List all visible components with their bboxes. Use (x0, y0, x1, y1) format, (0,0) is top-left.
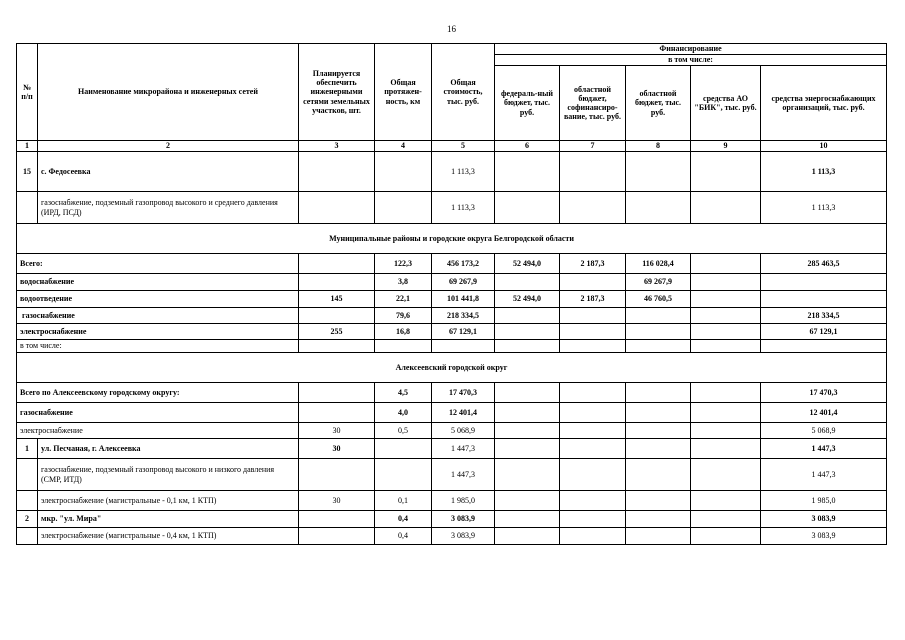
col-number: 2 (38, 141, 299, 152)
cell-name: водоотведение (17, 291, 299, 308)
cell-total: 1 447,3 (432, 459, 495, 491)
header-energy: средства энергоснабжающих организаций, тыс. руб. (761, 66, 887, 141)
table-row (17, 152, 887, 192)
cell-plots: 30 (299, 439, 375, 459)
cell-length: 3,8 (375, 274, 432, 291)
table-row (17, 274, 887, 291)
cell-name: газоснабжение, подземный газопровод высокого и низкого давления (СМР, ИТД) (38, 459, 299, 491)
cell-length: 16,8 (375, 324, 432, 340)
cell-total: 1 447,3 (432, 439, 495, 459)
cell-total: 1 985,0 (432, 491, 495, 511)
header-bik: средства АО "БИК", тыс. руб. (691, 66, 761, 141)
cell-energy: 3 083,9 (761, 511, 887, 528)
cell-total: 67 129,1 (432, 324, 495, 340)
col-number: 8 (626, 141, 691, 152)
cell-length (375, 152, 432, 192)
header-regional-cofin: областной бюджет, софинансиро-вание, тыс. руб. (560, 66, 626, 141)
header-plots: Планируется обеспечить инженерными сетями земельных участков, шт. (299, 44, 375, 141)
cell-name: электроснабжение (магистральные - 0,1 км, 1 КТП) (38, 491, 299, 511)
cell-no: 1 (17, 439, 38, 459)
cell-total: 5 068,9 (432, 423, 495, 439)
cell-length: 4,5 (375, 383, 432, 403)
cell-energy: 1 447,3 (761, 439, 887, 459)
table-row (17, 324, 887, 340)
cell-plots (299, 528, 375, 545)
cell-energy: 1 113,3 (761, 152, 887, 192)
cell-regional: 69 267,9 (626, 274, 691, 291)
cell-energy: 1 447,3 (761, 459, 887, 491)
cell-plots (299, 403, 375, 423)
col-number: 6 (495, 141, 560, 152)
cell-plots (299, 383, 375, 403)
cell-plots (299, 274, 375, 291)
cell-name: электроснабжение (магистральные - 0,4 км, 1 КТП) (38, 528, 299, 545)
cell-no (17, 192, 38, 224)
section-title: Алексеевский городской округ (17, 353, 887, 383)
cell-total: 69 267,9 (432, 274, 495, 291)
cell-cofin (560, 192, 626, 224)
cell-no: 15 (17, 152, 38, 192)
cell-cofin (560, 324, 626, 340)
cell-energy: 218 334,5 (761, 308, 887, 324)
cell-name: Всего: (17, 254, 299, 274)
cell-plots: 255 (299, 324, 375, 340)
cell-total: 1 113,3 (432, 192, 495, 224)
cell-energy (761, 291, 887, 308)
cell-bik (691, 192, 761, 224)
cell-length: 4,0 (375, 403, 432, 423)
cell-total: 3 083,9 (432, 528, 495, 545)
table-row (17, 491, 887, 511)
financing-table (16, 43, 887, 545)
cell-federal (495, 152, 560, 192)
cell-regional (626, 308, 691, 324)
table-row (17, 340, 887, 353)
cell-plots (299, 459, 375, 491)
cell-name: водоснабжение (17, 274, 299, 291)
cell-cofin: 2 187,3 (560, 254, 626, 274)
table-row (17, 192, 887, 224)
cell-name: мкр. "ул. Мира" (38, 511, 299, 528)
cell-length: 0,4 (375, 528, 432, 545)
cell-name: газоснабжение (17, 403, 299, 423)
cell-length: 0,4 (375, 511, 432, 528)
table-row (17, 308, 887, 324)
section-heading-row (17, 224, 887, 254)
cell-regional (626, 192, 691, 224)
cell-plots (299, 254, 375, 274)
cell-total: 101 441,8 (432, 291, 495, 308)
table-row (17, 383, 887, 403)
cell-length: 0,5 (375, 423, 432, 439)
table-row (17, 528, 887, 545)
col-number: 5 (432, 141, 495, 152)
cell-cofin (560, 274, 626, 291)
cell-plots (299, 308, 375, 324)
table-row (17, 511, 887, 528)
cell-bik (691, 291, 761, 308)
cell-name: Всего по Алексеевскому городскому округу: (17, 383, 299, 403)
col-number: 3 (299, 141, 375, 152)
section-title: Муниципальные районы и городские округа Белгородской области (17, 224, 887, 254)
cell-length: 122,3 (375, 254, 432, 274)
cell-plots (299, 152, 375, 192)
table-row (17, 423, 887, 439)
cell-cofin (560, 152, 626, 192)
cell-federal: 52 494,0 (495, 291, 560, 308)
cell-length (375, 439, 432, 459)
cell-federal (495, 192, 560, 224)
cell-length: 22,1 (375, 291, 432, 308)
cell-bik (691, 274, 761, 291)
header-no: № п/п (17, 44, 38, 141)
header-financing: Финансирование (495, 44, 887, 55)
cell-total: 1 113,3 (432, 152, 495, 192)
section-heading-row (17, 353, 887, 383)
table-row (17, 439, 887, 459)
cell-energy: 5 068,9 (761, 423, 887, 439)
header-name: Наименование микрорайона и инженерных сетей (38, 44, 299, 141)
cell-bik (691, 308, 761, 324)
table-row (17, 403, 887, 423)
col-number: 7 (560, 141, 626, 152)
cell-energy: 1 985,0 (761, 491, 887, 511)
header-including: в том числе: (495, 55, 887, 66)
cell-length: 79,6 (375, 308, 432, 324)
cell-length (375, 192, 432, 224)
cell-energy (761, 274, 887, 291)
header-federal: федераль-ный бюджет, тыс. руб. (495, 66, 560, 141)
page-number: 16 (447, 24, 456, 34)
cell-total: 3 083,9 (432, 511, 495, 528)
header-total-cost: Общая стоимость, тыс. руб. (432, 44, 495, 141)
cell-federal (495, 308, 560, 324)
cell-regional: 46 760,5 (626, 291, 691, 308)
cell-federal (495, 274, 560, 291)
col-number: 9 (691, 141, 761, 152)
header-regional: областной бюджет, тыс. руб. (626, 66, 691, 141)
cell-no (17, 491, 38, 511)
col-number: 1 (17, 141, 38, 152)
cell-plots (299, 192, 375, 224)
cell-plots (299, 511, 375, 528)
cell-total: 218 334,5 (432, 308, 495, 324)
cell-regional: 116 028,4 (626, 254, 691, 274)
table-row (17, 459, 887, 491)
cell-plots: 145 (299, 291, 375, 308)
cell-length (375, 459, 432, 491)
cell-bik (691, 324, 761, 340)
cell-regional (626, 152, 691, 192)
cell-name: электроснабжение (17, 324, 299, 340)
cell-plots: 30 (299, 491, 375, 511)
cell-name: газоснабжение, подземный газопровод высокого и среднего давления (ИРД, ПСД) (38, 192, 299, 224)
table-row (17, 291, 887, 308)
cell-energy: 17 470,3 (761, 383, 887, 403)
cell-no (17, 528, 38, 545)
cell-energy: 3 083,9 (761, 528, 887, 545)
cell-cofin: 2 187,3 (560, 291, 626, 308)
cell-name: в том числе: (17, 340, 299, 353)
col-number: 4 (375, 141, 432, 152)
cell-no: 2 (17, 511, 38, 528)
cell-name: с. Федосеевка (38, 152, 299, 192)
cell-length: 0,1 (375, 491, 432, 511)
cell-energy: 67 129,1 (761, 324, 887, 340)
cell-cofin (560, 308, 626, 324)
cell-name: электроснабжение (17, 423, 299, 439)
cell-energy: 285 463,5 (761, 254, 887, 274)
cell-federal (495, 324, 560, 340)
cell-total: 456 173,2 (432, 254, 495, 274)
cell-energy: 12 401,4 (761, 403, 887, 423)
cell-name: газоснабжение (17, 308, 299, 324)
cell-bik (691, 152, 761, 192)
cell-regional (626, 324, 691, 340)
cell-name: ул. Песчаная, г. Алексеевка (38, 439, 299, 459)
table-row (17, 254, 887, 274)
cell-federal: 52 494,0 (495, 254, 560, 274)
cell-no (17, 459, 38, 491)
cell-plots: 30 (299, 423, 375, 439)
header-length: Общая протяжен-ность, км (375, 44, 432, 141)
cell-energy: 1 113,3 (761, 192, 887, 224)
cell-total: 12 401,4 (432, 403, 495, 423)
cell-total: 17 470,3 (432, 383, 495, 403)
cell-bik (691, 254, 761, 274)
col-number: 10 (761, 141, 887, 152)
